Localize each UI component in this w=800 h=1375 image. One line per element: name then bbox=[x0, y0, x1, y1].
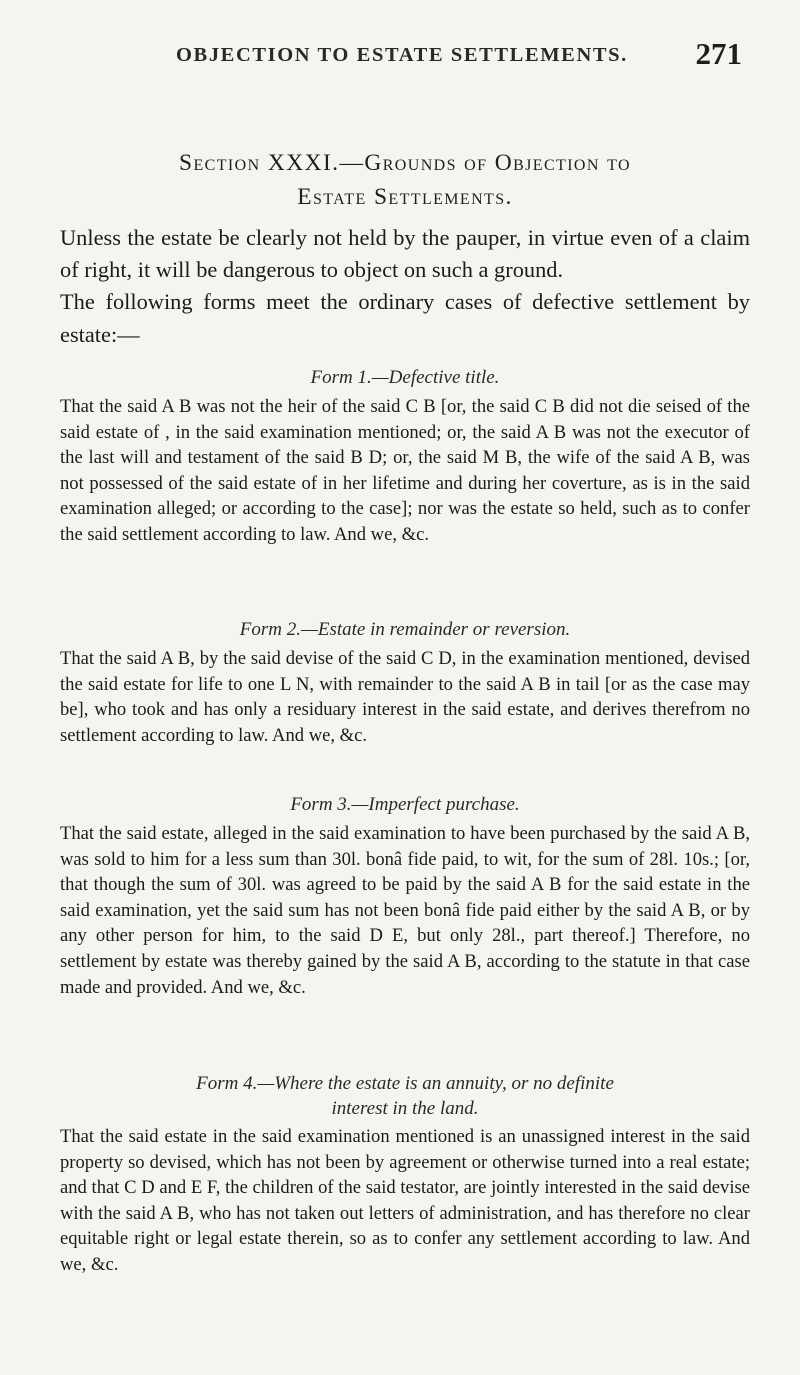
section-heading bbox=[60, 146, 750, 214]
form-4-title bbox=[60, 1071, 750, 1121]
section-heading-line-2: Estate Settlements. bbox=[297, 184, 513, 210]
running-head bbox=[176, 34, 742, 74]
form-2-title: Form 2.—Estate in remainder or reversion. bbox=[239, 619, 571, 640]
form-1-text: That the said A B was not the heir of the said C B [or, the said C B did not die seised of the said estate of , in the said examination mentioned; or, the said A B was not the executor of the last will and testament of the said B D; or, the said M B, the wife of the said A B, was not possessed of the said estate of in her lifetime and during her coverture, as is in the said examination alleged; or according to the case]; nor was the estate so held, such as to confer the said settlement according to law. And we, &c. bbox=[60, 396, 750, 545]
form-1-title: Form 1.—Defective title. bbox=[310, 367, 500, 388]
form-4-title-line-1: Form 4.—Where the estate is an annuity, or no definite bbox=[196, 1073, 614, 1094]
intro-paragraph-1: Unless the estate be clearly not held by the pauper, in virtue even of a claim of right, it will be dangerous to object on such a ground. bbox=[60, 225, 750, 283]
form-4-text: That the said estate in the said examination mentioned is an unassigned interest in the said property so devised, which has not been by agreement or otherwise turned into a real estate; and that C D and E F, the children of the said testator, are jointly interested in the said devise with the said A B, who has not taken out letters of administration, and has therefore no clear equitable right or legal estate therein, so as to confer any settlement according to law. And we, &c. bbox=[60, 1126, 750, 1275]
running-head-title: OBJECTION TO ESTATE SETTLEMENTS. bbox=[176, 44, 628, 66]
section-heading-line-1: Section XXXI.—Grounds of Objection to bbox=[179, 150, 631, 176]
form-3-title: Form 3.—Imperfect purchase. bbox=[290, 794, 520, 815]
intro-paragraph-2: The following forms meet the ordinary cases of defective settlement by estate:— bbox=[60, 289, 750, 347]
form-3-body bbox=[60, 821, 750, 1000]
page-number: 271 bbox=[695, 36, 742, 71]
form-2-body bbox=[60, 646, 750, 748]
form-1-body bbox=[60, 394, 750, 548]
form-3-text: That the said estate, alleged in the said examination to have been purchased by the said A B, was sold to him for a less sum than 30l. bonâ fide paid, to wit, for the sum of 28l. 10s.; [or, that though the sum of 30l. was agreed to be paid by the said A B for the said estate in the said examination, yet the said sum has not been bonâ fide paid either by the said A B, or by any other person for him, to the said D E, but only 28l., part thereof.] Therefore, no settlement by estate was thereby gained by the said A B, according to the statute in that case made and provided. And we, &c. bbox=[60, 823, 750, 998]
form-4-body bbox=[60, 1124, 750, 1278]
intro-text bbox=[60, 222, 750, 351]
form-2-text: That the said A B, by the said devise of the said C D, in the examination mentioned, devised the said estate for life to one L N, with remainder to the said A B in tail [or as the case may be], who took and has only a residuary interest in the said estate, and derives therefrom no settlement according to law. And we, &c. bbox=[60, 648, 750, 746]
form-4-title-line-2: interest in the land. bbox=[331, 1098, 479, 1119]
